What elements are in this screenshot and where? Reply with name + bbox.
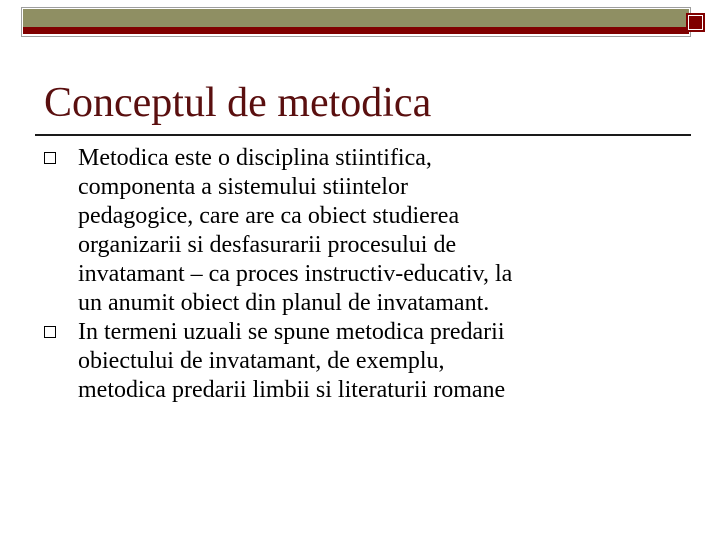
hollow-square-bullet-icon	[44, 152, 56, 164]
bullet-line: pedagogice, care are ca obiect studierea	[78, 203, 460, 229]
bullet-line: un anumit obiect din planul de invatamant.	[78, 290, 490, 316]
hollow-square-bullet-icon	[44, 326, 56, 338]
bullet-line: In termeni uzuali se spune metodica predarii	[78, 319, 505, 345]
bullet-line: metodica predarii limbii si literaturii romane	[78, 377, 506, 403]
bullet-line: Metodica este o disciplina stiintifica,	[78, 145, 432, 171]
bullet-list	[44, 144, 694, 405]
bullet-item	[44, 144, 694, 318]
header-band-olive	[23, 9, 689, 27]
bullet-item	[44, 318, 694, 405]
corner-square-icon	[686, 13, 705, 32]
bullet-line: componenta a sistemului stiintelor	[78, 174, 408, 200]
bullet-line: obiectului de invatamant, de exemplu,	[78, 348, 445, 374]
header-band-red	[23, 27, 689, 34]
slide-title: Conceptul de metodica	[44, 80, 432, 126]
bullet-line: invatamant – ca proces instructiv-educativ, la	[78, 261, 513, 287]
bullet-line: organizarii si desfasurarii procesului de	[78, 232, 457, 258]
title-divider	[35, 134, 691, 136]
